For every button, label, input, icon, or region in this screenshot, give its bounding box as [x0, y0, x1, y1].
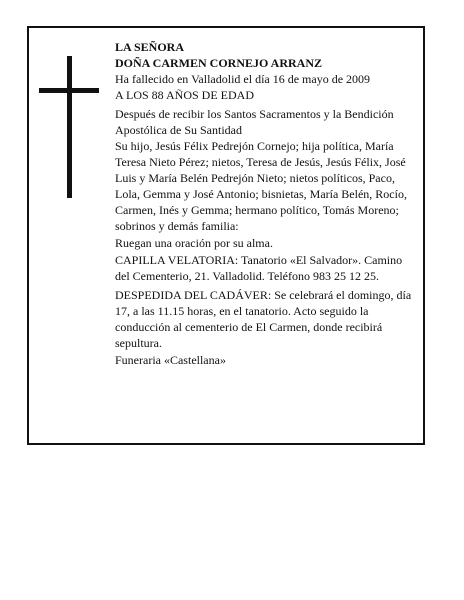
cross-vertical-bar [67, 56, 72, 198]
chapel-details: CAPILLA VELATORIA: Tanatorio «El Salvador». Camino del Cementerio, 21. Valladolid. Teléfono 983 25 12 25. [115, 253, 403, 283]
notice-content [115, 39, 415, 368]
farewell-details: DESPEDIDA DEL CADÁVER: Se celebrará el domingo, día 17, a las 11.15 horas, en el tanatorio. Acto seguido la conducción al cementerio de El Carmen, donde recibirá sepultura. [115, 288, 412, 350]
funeral-home: Funeraria «Castellana» [115, 353, 226, 367]
notice-title: LA SEÑORA [115, 40, 185, 54]
obituary-notice [27, 26, 425, 445]
sacraments-statement: Después de recibir los Santos Sacramentos y la Bendición Apostólica de Su Santidad [115, 107, 394, 137]
family-list: Su hijo, Jesús Félix Pedrejón Cornejo; hija política, María Teresa Nieto Pérez; nietos, Teresa de Jesús, Jesús Félix, José Luis y María Belén Pedrejón Nieto; nietos políticos, Paco, Lola, Gemma y José Antonio; bisnietas, María Belén, Rocío, Carmen, Inés y Gemma; hermano político, Tomás Moreno; sobrinos y demás familia: [115, 139, 407, 233]
death-statement: Ha fallecido en Valladolid el día 16 de mayo de 2009 [115, 72, 371, 86]
cross-icon [39, 56, 99, 198]
age-statement: A LOS 88 AÑOS DE EDAD [115, 88, 255, 102]
prayer-request: Ruegan una oración por su alma. [115, 236, 273, 250]
cross-horizontal-bar [39, 88, 99, 93]
deceased-name: DOÑA CARMEN CORNEJO ARRANZ [115, 56, 323, 70]
